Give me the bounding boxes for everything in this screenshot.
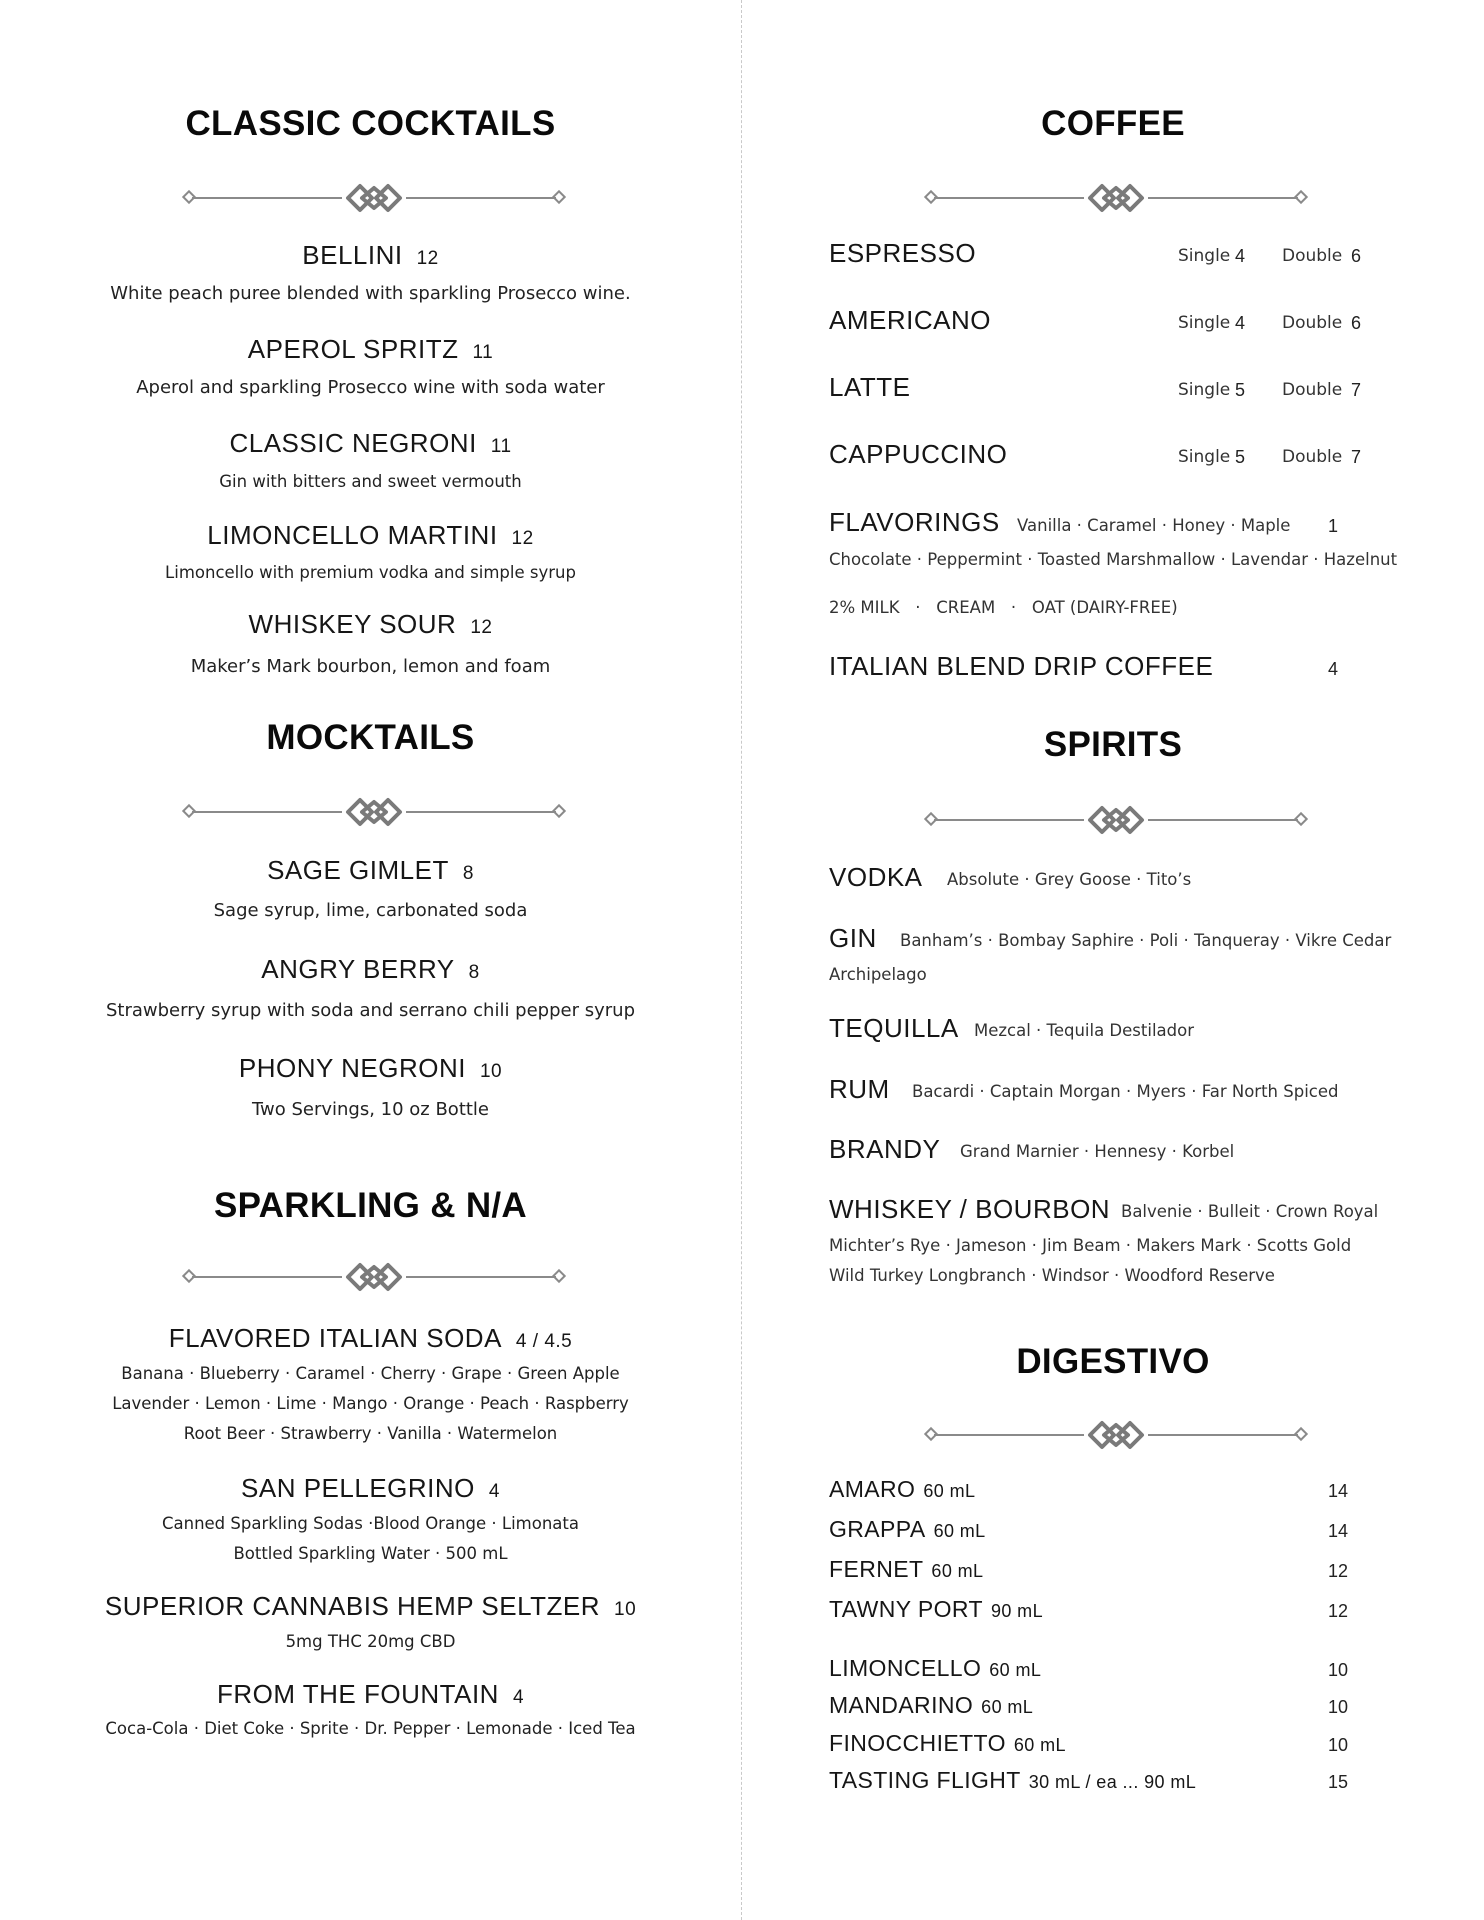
digestivo-name: LIMONCELLO 60 mL (829, 1655, 1042, 1681)
double-price: 7 (1351, 447, 1362, 467)
digestivo-name: GRAPPA 60 mL (829, 1516, 986, 1542)
single-price: 4 (1235, 246, 1246, 266)
ornament-divider-icon (182, 1262, 566, 1292)
mocktail-name: PHONY NEGRONI 10 (238, 1053, 503, 1083)
flavorings-name: FLAVORINGS (829, 507, 1000, 537)
ornament-divider-icon (182, 797, 566, 827)
digestivo-price: 10 (1328, 1697, 1349, 1717)
ornament-divider-icon (924, 183, 1308, 213)
cocktail-description: Gin with bitters and sweet vermouth (219, 472, 522, 491)
fountain-detail: Coca-Cola · Diet Coke · Sprite · Dr. Pepper · Lemonade · Iced Tea (105, 1719, 636, 1738)
spirit-brands-more: Wild Turkey Longbranch · Windsor · Woodford Reserve (829, 1266, 1275, 1285)
mocktail-description: Sage syrup, lime, carbonated soda (213, 900, 528, 921)
flavorings-line: Vanilla · Caramel · Honey · Maple (1017, 516, 1291, 535)
sparkling-heading: SPARKLING & N/A (213, 1186, 528, 1225)
single-label: Single (1178, 246, 1231, 266)
spirit-brands: Bacardi · Captain Morgan · Myers · Far North Spiced (912, 1082, 1339, 1101)
spirit-brands: Absolute · Grey Goose · Tito’s (947, 870, 1192, 889)
mocktail-description: Strawberry syrup with soda and serrano chili pepper syrup (106, 1000, 635, 1021)
soda-name: FLAVORED ITALIAN SODA 4 / 4.5 (168, 1323, 573, 1353)
digestivo-price: 14 (1328, 1481, 1349, 1501)
double-price: 6 (1351, 246, 1362, 266)
fountain-name: FROM THE FOUNTAIN 4 (216, 1679, 525, 1709)
milk-options: 2% MILK · CREAM · OAT (DAIRY-FREE) (829, 598, 1178, 617)
coffee-name: LATTE (829, 372, 911, 402)
double-label: Double (1282, 380, 1343, 400)
double-label: Double (1282, 313, 1343, 333)
digestivo-name: AMARO 60 mL (829, 1476, 976, 1502)
flavorings-price: 1 (1328, 516, 1339, 536)
mocktail-name: ANGRY BERRY 8 (261, 954, 480, 984)
digestivo-price: 15 (1328, 1772, 1349, 1792)
double-price: 6 (1351, 313, 1362, 333)
ornament-divider-icon (924, 805, 1308, 835)
soda-name: SAN PELLEGRINO 4 (241, 1473, 500, 1503)
single-price: 4 (1235, 313, 1246, 333)
digestivo-name: FERNET 60 mL (829, 1556, 984, 1582)
digestivo-name: MANDARINO 60 mL (829, 1692, 1034, 1718)
column-divider (741, 0, 742, 1920)
coffee-name: ESPRESSO (829, 238, 977, 268)
soda-flavors-line: Root Beer · Strawberry · Vanilla · Watermelon (183, 1424, 558, 1443)
spirit-name: WHISKEY / BOURBON (829, 1194, 1111, 1224)
cocktail-name: WHISKEY SOUR 12 (248, 609, 493, 639)
double-price: 7 (1351, 380, 1362, 400)
digestivo-name: FINOCCHIETTO 60 mL (829, 1730, 1066, 1756)
mocktail-description: Two Servings, 10 oz Bottle (251, 1099, 490, 1120)
cocktail-name: BELLINI 12 (302, 240, 439, 270)
soda-flavors-line: Lavender · Lemon · Lime · Mango · Orange · Peach · Raspberry (112, 1394, 629, 1413)
soda-detail-line: Bottled Sparkling Water · 500 mL (233, 1544, 508, 1563)
single-label: Single (1178, 447, 1231, 467)
double-label: Double (1282, 246, 1343, 266)
spirit-brands-more: Michter’s Rye · Jameson · Jim Beam · Makers Mark · Scotts Gold (829, 1236, 1352, 1255)
digestivo-price: 12 (1328, 1561, 1349, 1581)
coffee-name: AMERICANO (829, 305, 991, 335)
single-price: 5 (1235, 447, 1246, 467)
mocktail-name: SAGE GIMLET 8 (267, 855, 474, 885)
cocktail-name: CLASSIC NEGRONI 11 (229, 428, 512, 458)
digestivo-price: 14 (1328, 1521, 1349, 1541)
cocktail-name: APEROL SPRITZ 11 (247, 334, 494, 364)
cocktail-description: Limoncello with premium vodka and simple syrup (165, 563, 576, 582)
digestivo-name: TAWNY PORT 90 mL (829, 1596, 1043, 1622)
spirit-name: TEQUILLA (829, 1013, 959, 1043)
spirit-name: BRANDY (829, 1134, 941, 1164)
spirit-name: VODKA (829, 862, 923, 892)
spirits-heading: SPIRITS (1043, 725, 1183, 764)
spirit-brands: Mezcal · Tequila Destilador (974, 1021, 1194, 1040)
digestivo-price: 12 (1328, 1601, 1349, 1621)
classic-cocktails-heading: CLASSIC COCKTAILS (185, 104, 556, 143)
double-label: Double (1282, 447, 1343, 467)
seltzer-detail: 5mg THC 20mg CBD (285, 1632, 456, 1651)
digestivo-name: TASTING FLIGHT 30 mL / ea ... 90 mL (829, 1767, 1197, 1793)
single-label: Single (1178, 313, 1231, 333)
drip-coffee-price: 4 (1328, 659, 1339, 679)
cocktail-description: Maker’s Mark bourbon, lemon and foam (190, 656, 551, 677)
drip-coffee-name: ITALIAN BLEND DRIP COFFEE (829, 651, 1214, 681)
mocktails-heading: MOCKTAILS (266, 718, 475, 757)
spirit-name: RUM (829, 1074, 890, 1104)
ornament-divider-icon (924, 1420, 1308, 1450)
spirit-brands-more: Archipelago (829, 965, 927, 984)
spirit-name: GIN (829, 923, 877, 953)
digestivo-price: 10 (1328, 1735, 1349, 1755)
spirit-brands: Grand Marnier · Hennesy · Korbel (960, 1142, 1235, 1161)
coffee-name: CAPPUCCINO (829, 439, 1008, 469)
digestivo-heading: DIGESTIVO (1016, 1342, 1210, 1381)
cocktail-description: White peach puree blended with sparkling Prosecco wine. (110, 283, 631, 304)
flavorings-line: Chocolate · Peppermint · Toasted Marshmallow · Lavendar · Hazelnut (829, 550, 1398, 569)
seltzer-name: SUPERIOR CANNABIS HEMP SELTZER 10 (104, 1591, 637, 1621)
spirit-brands: Balvenie · Bulleit · Crown Royal (1121, 1202, 1379, 1221)
single-label: Single (1178, 380, 1231, 400)
spirit-brands: Banham’s · Bombay Saphire · Poli · Tanqueray · Vikre Cedar (900, 931, 1392, 950)
cocktail-name: LIMONCELLO MARTINI 12 (207, 520, 534, 550)
cocktail-description: Aperol and sparkling Prosecco wine with soda water (136, 377, 605, 398)
single-price: 5 (1235, 380, 1246, 400)
soda-detail-line: Canned Sparkling Sodas ·Blood Orange · Limonata (161, 1514, 579, 1533)
digestivo-price: 10 (1328, 1660, 1349, 1680)
ornament-divider-icon (182, 183, 566, 213)
coffee-heading: COFFEE (1041, 104, 1185, 143)
soda-flavors-line: Banana · Blueberry · Caramel · Cherry · Grape · Green Apple (121, 1364, 620, 1383)
